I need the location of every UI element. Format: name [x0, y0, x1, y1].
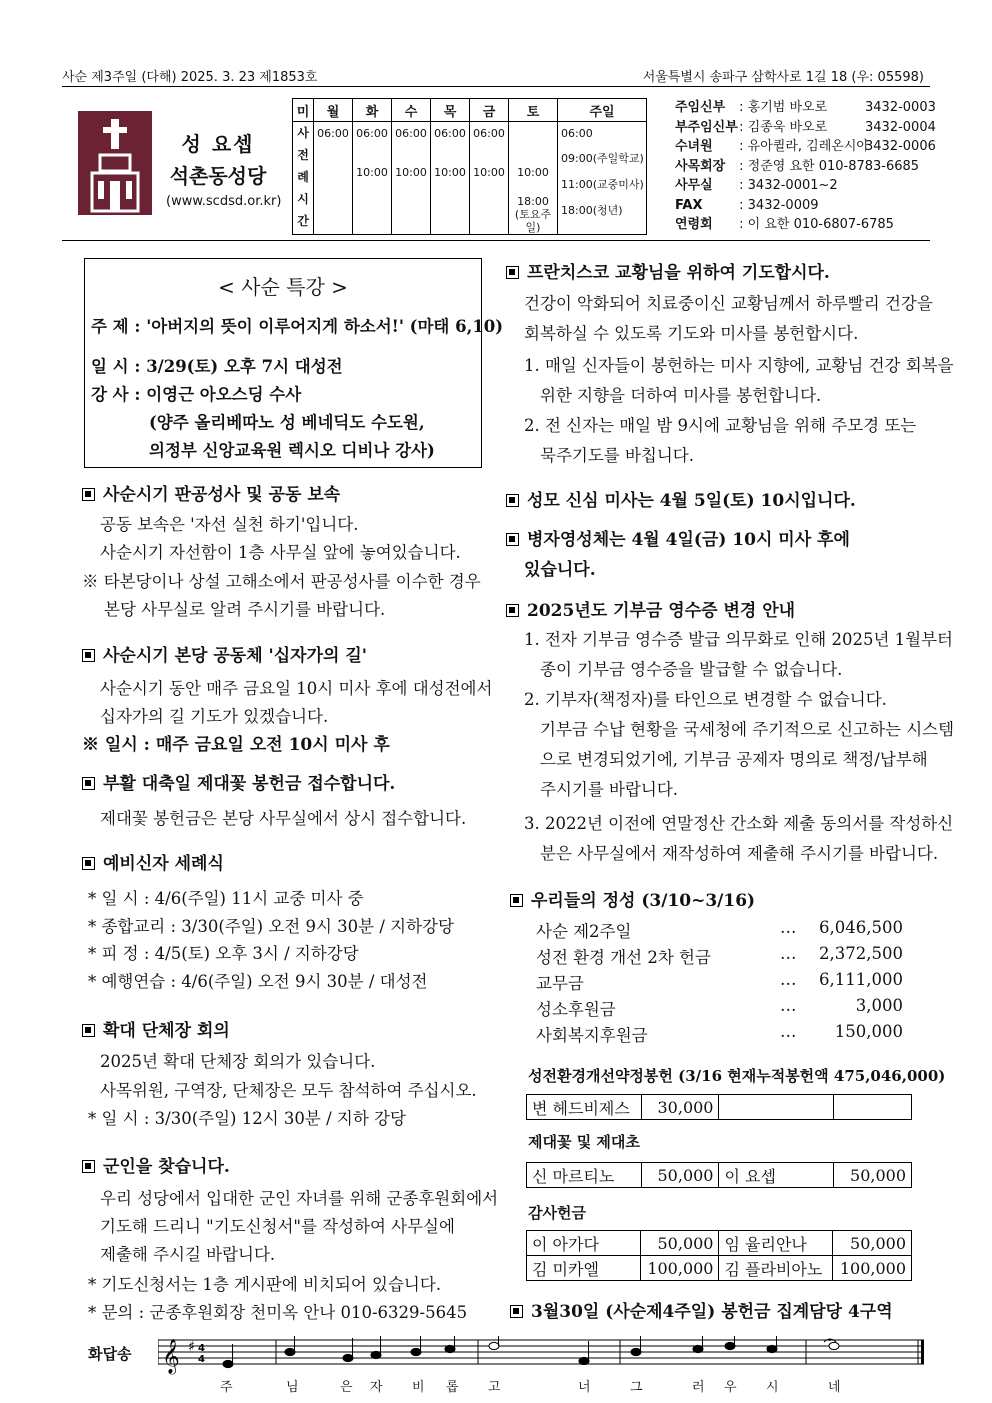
contact-value: : 정준영 요한 010-8783-6685	[739, 158, 920, 174]
text: 군인을 찾습니다.	[103, 1157, 230, 1177]
section-text	[540, 716, 954, 740]
square-bullet-icon	[510, 894, 523, 907]
text: ※ 일시 : 매주 금요일 오전 10시 미사 후	[82, 735, 390, 755]
section-heading	[82, 769, 395, 794]
donor-name: 신 마르티노	[527, 1163, 642, 1188]
section-heading	[82, 849, 224, 874]
square-bullet-icon	[82, 649, 95, 662]
square-bullet-icon	[506, 494, 519, 507]
text: 예비신자 세례식	[103, 854, 224, 874]
note-head	[693, 1345, 703, 1352]
wed-times	[392, 122, 431, 235]
lecture-speaker-affil2: 의정부 신앙교육원 렉시오 디비나 강사)	[149, 441, 435, 460]
section-text	[82, 730, 390, 755]
offering-leader: …	[780, 996, 797, 1015]
time: 06:00	[356, 127, 388, 140]
lyric-syllable: 은	[340, 1380, 353, 1395]
text: 사순시기 자선함이 1층 사무실 앞에 놓여있습니다.	[100, 543, 461, 562]
contact-row	[675, 157, 919, 177]
time: 10:00	[395, 166, 427, 179]
contact-key: 수녀원	[675, 139, 713, 154]
donor-name: 김 플라비아노	[719, 1256, 833, 1281]
donor-amount: 50,000	[641, 1163, 719, 1188]
text: 있습니다.	[524, 560, 596, 580]
lyric-syllable: 그	[630, 1380, 643, 1395]
section-text	[100, 1213, 455, 1237]
text: 2. 기부자(책정자)를 타인으로 변경할 수 없습니다.	[524, 690, 887, 709]
note-head	[725, 1342, 735, 1349]
pledge-table	[526, 1094, 912, 1120]
text: 으로 변경되었기에, 기부금 공제자 명의로 책정/납부해	[540, 750, 928, 769]
header-rule-top	[62, 86, 930, 87]
text: 분은 사무실에서 재작성하여 제출해 주시기를 바랍니다.	[540, 844, 939, 863]
altar-row	[527, 1163, 912, 1188]
section-text	[524, 810, 953, 834]
day-fri: 금	[470, 99, 509, 122]
pledge-title: 성전환경개선약정봉헌 (3/16 현재누적봉헌액 475,046,000)	[528, 1067, 946, 1085]
text: 병자영성체는 4월 4일(금) 10시 미사 후에	[527, 530, 850, 550]
offering-leader: …	[780, 1022, 797, 1041]
offering-heading	[510, 886, 755, 911]
section-text	[540, 840, 938, 864]
side-char: 전	[297, 148, 309, 162]
text: 기도해 드리니 "기도신청서"를 작성하여 사무실에	[100, 1217, 455, 1236]
sun-times	[558, 122, 647, 235]
donor-amount: 50,000	[640, 1231, 719, 1256]
text: 제대꽃 봉헌금은 본당 사무실에서 상시 접수합니다.	[100, 809, 467, 828]
text: * 기도신청서는 1층 게시판에 비치되어 있습니다.	[88, 1275, 442, 1294]
section-text	[88, 913, 454, 937]
text: 주시기를 바랍니다.	[540, 780, 679, 799]
section-text	[88, 1105, 406, 1129]
text: 3. 2022년 이전에 연말정산 간소화 제출 동의서를 작성하신	[524, 814, 954, 833]
section-text	[524, 320, 858, 344]
time: 09:00(주일학교)	[561, 152, 644, 165]
section-heading	[82, 1016, 230, 1041]
svg-text:♯: ♯	[188, 1339, 195, 1355]
offering-amount: 2,372,500	[819, 944, 903, 963]
contact-key: 주임신부	[675, 100, 726, 115]
square-bullet-icon	[82, 857, 95, 870]
section-text	[100, 805, 466, 829]
text: 사순시기 동안 매주 금요일 10시 미사 후에 대성전에서	[100, 679, 493, 698]
pledge-amount	[834, 1095, 912, 1120]
text: 본당 사무실로 알려 주시기를 바랍니다.	[104, 600, 386, 619]
section-text	[100, 703, 328, 727]
donor-amount: 50,000	[834, 1163, 912, 1188]
offering-amount: 6,111,000	[819, 970, 903, 989]
church-logo-icon	[78, 111, 152, 215]
contact-key: FAX	[675, 197, 703, 213]
tue-times	[353, 122, 392, 235]
text: 종이 기부금 영수증을 발급할 수 없습니다.	[540, 660, 843, 679]
lyric-syllable: 네	[828, 1380, 841, 1395]
offering-name: 사회복지후원금	[536, 1026, 648, 1045]
church-logo	[78, 111, 152, 215]
square-bullet-icon	[506, 533, 519, 546]
text: 확대 단체장 회의	[103, 1021, 230, 1041]
contact-value: : 홍기범 바오로	[739, 100, 828, 115]
psalm-staff	[158, 1336, 928, 1398]
section-text	[88, 940, 359, 964]
time: 10:00	[517, 166, 549, 179]
day-mon: 월	[314, 99, 353, 122]
donor-amount: 50,000	[833, 1231, 912, 1256]
section-text	[100, 675, 492, 699]
text: 2. 전 신자는 매일 밤 9시에 교황님을 위해 주모경 또는	[524, 416, 917, 435]
contact-row	[675, 137, 936, 157]
section-text	[540, 442, 694, 466]
section-heading	[506, 258, 830, 283]
section-text	[540, 656, 842, 680]
collection-notice	[510, 1297, 893, 1322]
text: 십자가의 길 기도가 있겠습니다.	[100, 707, 329, 726]
lyric-syllable: 비	[412, 1380, 425, 1395]
text: 부활 대축일 제대꽃 봉헌금 접수합니다.	[103, 774, 396, 794]
offering-leader: …	[780, 918, 797, 937]
time: 06:00	[473, 127, 505, 140]
lecture-speaker-affil1: (양주 올리베따노 성 베네딕도 수도원,	[149, 413, 425, 432]
church-address: 서울특별시 송파구 삼학사로 1길 18 (우: 05598)	[642, 70, 924, 85]
contact-row	[675, 215, 919, 235]
lyric-syllable: 롭	[446, 1380, 459, 1395]
issue-info: 사순 제3주일 (다해) 2025. 3. 23 제1853호	[62, 70, 318, 85]
donor-name: 이 아가다	[527, 1231, 641, 1256]
lyric-syllable: 고	[488, 1380, 501, 1395]
altar-title: 제대꽃 및 제대초	[528, 1133, 640, 1151]
section-text	[88, 968, 427, 992]
section-text	[100, 1048, 375, 1072]
note-head	[829, 1342, 839, 1349]
text: ※ 타본당이나 상설 고해소에서 판공성사를 이수한 경우	[82, 572, 481, 591]
section-text	[540, 382, 821, 406]
text: * 문의 : 군종후원회장 천미옥 안나 010-6329-5645	[88, 1303, 468, 1322]
pledge-row	[527, 1095, 912, 1120]
lyric-syllable: 주	[220, 1380, 233, 1395]
time: 18:00(청년)	[561, 204, 623, 217]
mass-header-row	[293, 99, 647, 122]
offering-name: 성소후원금	[536, 1000, 616, 1019]
contact-row	[675, 196, 919, 216]
text: 성모 신심 미사는 4월 5일(토) 10시입니다.	[527, 491, 856, 511]
contact-value: : 이 요한 010-6807-6785	[739, 217, 894, 232]
lecture-title: < 사순 특강 >	[218, 275, 348, 299]
time: 10:00	[434, 166, 466, 179]
contact-value: : 김종욱 바오로	[739, 119, 828, 135]
side-char: 간	[297, 214, 309, 228]
square-bullet-icon	[82, 1024, 95, 1037]
contact-key: 사무실	[675, 178, 713, 193]
contact-value: : 3432-0009	[739, 197, 819, 213]
contact-row	[675, 118, 936, 138]
section-text	[524, 626, 953, 650]
section-text	[524, 686, 887, 710]
text: 사순시기 본당 공동체 '십자가의 길'	[103, 646, 367, 666]
lyric-syllable: 러	[692, 1380, 705, 1395]
contact-number: 3432-0006	[865, 139, 936, 154]
time: 10:00	[473, 166, 505, 179]
text: 제출해 주시길 바랍니다.	[100, 1245, 276, 1264]
mass-corner: 미	[293, 99, 314, 122]
section-text	[100, 1185, 498, 1209]
mon-times	[314, 122, 353, 235]
day-tue: 화	[353, 99, 392, 122]
contact-number: 3432-0004	[865, 119, 936, 135]
section-heading	[506, 596, 795, 621]
lyric-syllable: 자	[370, 1380, 383, 1395]
thanks-table	[526, 1230, 912, 1281]
svg-text:4: 4	[198, 1343, 205, 1354]
text: 사목위원, 구역장, 단체장은 모두 참석하여 주십시오.	[100, 1081, 477, 1100]
offering-amount: 3,000	[855, 996, 903, 1015]
section-text	[524, 290, 933, 314]
header-rule-bottom	[62, 240, 930, 241]
svg-text:4: 4	[198, 1354, 205, 1365]
note-head	[371, 1351, 381, 1358]
pledge-name	[719, 1095, 834, 1120]
note-head	[489, 1342, 499, 1349]
day-thu: 목	[431, 99, 470, 122]
lyric-syllable: 님	[286, 1380, 299, 1395]
square-bullet-icon	[510, 1305, 523, 1318]
offering-name: 사순 제2주일	[536, 922, 632, 941]
time: 06:00	[317, 127, 349, 140]
svg-text:𝄞: 𝄞	[162, 1339, 180, 1374]
mass-times-row	[293, 122, 647, 235]
lenten-lecture-box	[84, 258, 504, 468]
contact-value: : 3432-0001~2	[739, 178, 838, 193]
note-head	[631, 1348, 641, 1355]
offering-amount: 6,046,500	[819, 918, 903, 937]
section-text	[88, 885, 364, 909]
donor-name: 임 율리안나	[719, 1231, 833, 1256]
square-bullet-icon	[82, 777, 95, 790]
offering-title: 우리들의 정성 (3/10~3/16)	[531, 891, 756, 911]
text: 기부금 수납 현황을 국세청에 주기적으로 신고하는 시스템	[540, 720, 955, 739]
psalm-label: 화답송	[88, 1345, 132, 1363]
time: 06:00	[395, 127, 427, 140]
section-heading	[506, 525, 850, 550]
section-text	[524, 555, 596, 580]
text: * 일 시 : 3/30(주일) 12시 30분 / 지하 강당	[88, 1109, 406, 1128]
lecture-speaker: 강 사 : 이영근 아오스딩 수사	[91, 385, 302, 404]
section-heading	[82, 1152, 230, 1177]
contact-key: 사목회장	[675, 158, 726, 174]
text: 1. 전자 기부금 영수증 발급 의무화로 인해 2025년 1월부터	[524, 630, 953, 649]
section-text	[104, 596, 385, 620]
lecture-date: 일 시 : 3/29(토) 오후 7시 대성전	[91, 357, 343, 376]
side-char: 시	[297, 192, 309, 206]
time: 11:00(교중미사)	[561, 178, 644, 191]
contact-number: 3432-0003	[865, 100, 936, 115]
section-heading	[82, 641, 367, 666]
lecture-topic: 주 제 : '아버지의 뜻이 이루어지게 하소서!' (마태 6,10)	[91, 317, 504, 336]
day-sat: 토	[509, 99, 558, 122]
day-sun: 주일	[558, 99, 647, 122]
donor-name: 김 미카엘	[527, 1256, 641, 1281]
mass-schedule-table	[292, 98, 647, 235]
section-text	[540, 746, 928, 770]
square-bullet-icon	[82, 1160, 95, 1173]
note-head	[223, 1360, 233, 1367]
lyric-syllable: 너	[578, 1380, 591, 1395]
offering-leader: …	[780, 970, 797, 989]
altar-table	[526, 1162, 912, 1188]
time: 18:00 (토요주일)	[514, 195, 552, 234]
pledge-name: 변 헤드비제스	[527, 1095, 642, 1120]
section-text	[524, 352, 954, 376]
church-url: (www.scdsd.or.kr)	[166, 194, 282, 209]
contact-row	[675, 98, 936, 118]
lyric-syllable: 우	[724, 1380, 737, 1395]
day-wed: 수	[392, 99, 431, 122]
section-text	[82, 568, 481, 592]
lyric-syllable: 시	[766, 1380, 779, 1395]
text: 1. 매일 신자들이 봉헌하는 미사 지향에, 교황님 건강 회복을	[524, 356, 954, 375]
contact-value: : 유아퀼라, 김레온시아	[739, 139, 869, 154]
thanks-row	[527, 1231, 912, 1256]
text: * 피 정 : 4/5(토) 오후 3시 / 지하강당	[88, 944, 359, 963]
section-text	[524, 412, 916, 436]
note-head	[343, 1354, 353, 1361]
time: 06:00	[561, 127, 593, 140]
square-bullet-icon	[506, 266, 519, 279]
note-head	[285, 1348, 295, 1355]
thanks-row	[527, 1256, 912, 1281]
square-bullet-icon	[82, 488, 95, 501]
text: 우리 성당에서 입대한 군인 자녀를 위해 군종후원회에서	[100, 1189, 499, 1208]
music-staff	[158, 1336, 928, 1398]
section-text	[540, 776, 678, 800]
thanks-title: 감사헌금	[528, 1204, 586, 1222]
sat-times	[509, 122, 558, 235]
contact-key: 연령회	[675, 217, 713, 232]
section-text	[88, 1299, 467, 1323]
fri-times	[470, 122, 509, 235]
text: 2025년 확대 단체장 회의가 있습니다.	[100, 1052, 376, 1071]
text: 프란치스코 교황님을 위하여 기도합시다.	[527, 263, 830, 283]
text: 2025년도 기부금 영수증 변경 안내	[527, 601, 796, 621]
offering-name: 성전 환경 개선 2차 헌금	[536, 948, 711, 967]
contact-row	[675, 176, 919, 196]
text: 묵주기도를 바칩니다.	[540, 446, 694, 465]
contact-key: 부주임신부	[675, 119, 738, 135]
note-head	[767, 1345, 777, 1352]
text: * 종합교리 : 3/30(주일) 오전 9시 30분 / 지하강당	[88, 917, 454, 936]
section-text	[88, 1271, 441, 1295]
text: * 일 시 : 4/6(주일) 11시 교중 미사 중	[88, 889, 364, 908]
offering-leader: …	[780, 944, 797, 963]
offering-amount: 150,000	[834, 1022, 903, 1041]
section-text	[100, 539, 461, 563]
collection-text: 3월30일 (사순제4주일) 봉헌금 집계담당 4구역	[531, 1302, 893, 1322]
section-heading	[506, 486, 856, 511]
square-bullet-icon	[506, 604, 519, 617]
text: * 예행연습 : 4/6(주일) 오전 9시 30분 / 대성전	[88, 972, 428, 991]
donor-name: 이 요셉	[719, 1163, 834, 1188]
mass-side-label	[293, 122, 314, 235]
side-char: 례	[297, 170, 309, 184]
note-head	[411, 1348, 421, 1355]
time: 10:00	[356, 166, 388, 179]
thu-times	[431, 122, 470, 235]
donor-amount: 100,000	[640, 1256, 719, 1281]
church-name-line1: 성 요셉	[181, 132, 255, 156]
note-head	[579, 1357, 589, 1364]
text: 공동 보속은 '자선 실천 하기'입니다.	[100, 515, 359, 534]
section-text	[100, 1077, 477, 1101]
section-text	[100, 1241, 275, 1265]
time: 06:00	[434, 127, 466, 140]
section-text	[100, 511, 358, 535]
text: 위한 지향을 더하여 미사를 봉헌합니다.	[540, 386, 822, 405]
text: 사순시기 판공성사 및 공동 보속	[103, 485, 341, 505]
section-heading	[82, 480, 340, 505]
text: 회복하실 수 있도록 기도와 미사를 봉헌합시다.	[524, 324, 859, 343]
offering-name: 교무금	[536, 974, 584, 993]
text: 건강이 악화되어 치료중이신 교황님께서 하루빨리 건강을	[524, 294, 933, 313]
pledge-amount: 30,000	[641, 1095, 719, 1120]
donor-amount: 100,000	[833, 1256, 912, 1281]
church-name-line2: 석촌동성당	[169, 164, 267, 188]
note-head	[445, 1345, 455, 1352]
side-char: 사	[297, 126, 309, 140]
contacts	[675, 98, 936, 235]
